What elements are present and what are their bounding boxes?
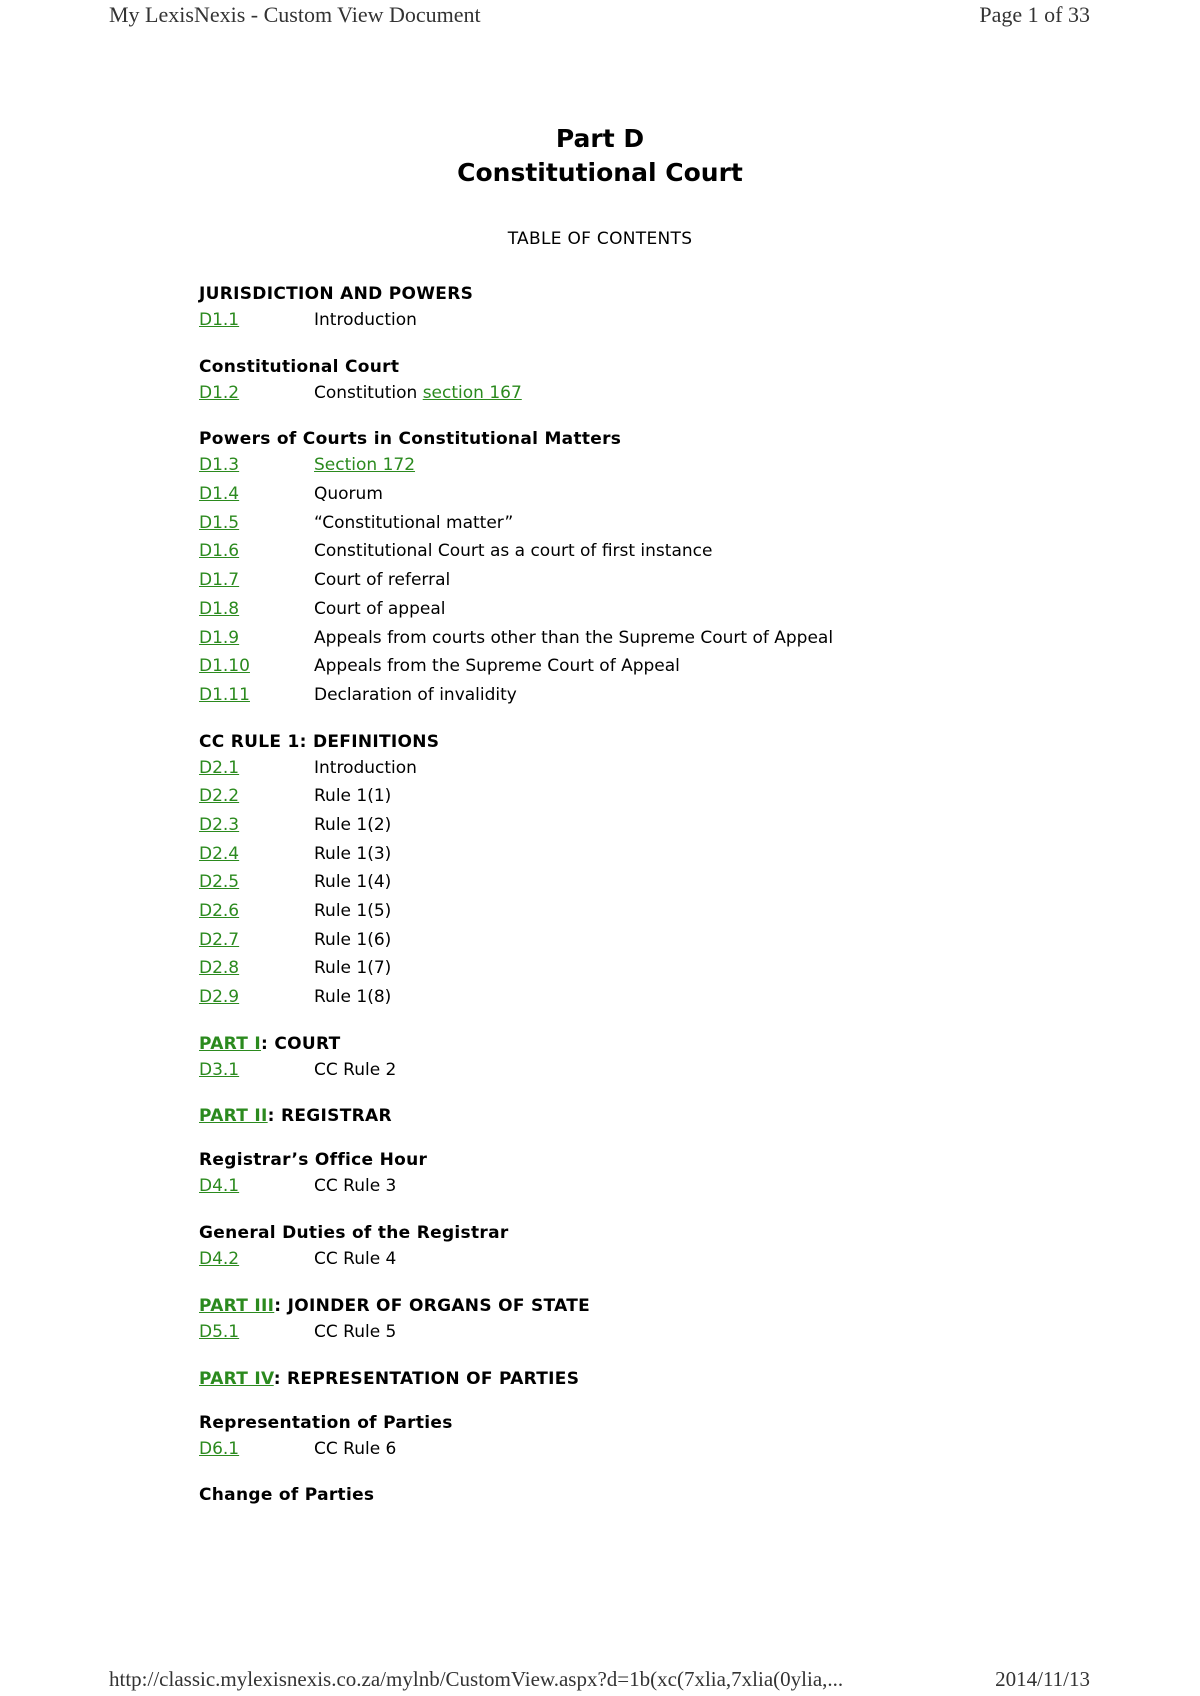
toc-row bbox=[199, 566, 1099, 595]
section-title-text: General Duties of the Registrar bbox=[199, 1223, 509, 1244]
section-title-text: Constitutional Court bbox=[199, 356, 400, 377]
section-title-text: Representation of Parties bbox=[199, 1412, 453, 1433]
toc-code-link[interactable]: D6.1 bbox=[199, 1438, 240, 1459]
toc-heading: TABLE OF CONTENTS bbox=[507, 229, 693, 249]
toc-code-link[interactable]: D2.7 bbox=[199, 929, 240, 950]
toc-description: CC Rule 5 bbox=[314, 1321, 397, 1342]
toc-row bbox=[199, 1172, 1099, 1201]
toc-code-link[interactable]: D4.1 bbox=[199, 1176, 240, 1197]
toc-row bbox=[199, 1435, 1099, 1464]
toc-code-link[interactable]: D2.1 bbox=[199, 757, 240, 778]
toc-code-link[interactable]: D2.8 bbox=[199, 958, 240, 979]
section-title-text: : JOINDER OF ORGANS OF STATE bbox=[274, 1295, 591, 1316]
toc-description: Court of referral bbox=[314, 570, 451, 591]
toc-description: Court of appeal bbox=[314, 598, 446, 619]
toc-description: Rule 1(6) bbox=[314, 929, 392, 950]
toc-section bbox=[199, 1032, 1099, 1085]
toc-row bbox=[199, 537, 1099, 566]
toc-section bbox=[199, 730, 1099, 1012]
part-link[interactable]: PART II bbox=[199, 1106, 268, 1127]
toc-section bbox=[199, 427, 1099, 709]
page-title bbox=[0, 122, 1200, 190]
toc-description: Introduction bbox=[314, 310, 417, 330]
toc-code-link[interactable]: D1.5 bbox=[199, 512, 240, 533]
page-title-part: Part D bbox=[555, 124, 645, 153]
section-title-text: CC RULE 1: DEFINITIONS bbox=[199, 731, 440, 752]
toc-code-link[interactable]: D1.3 bbox=[199, 455, 240, 476]
page-title-court: Constitutional Court bbox=[457, 158, 743, 187]
toc-row bbox=[199, 897, 1099, 926]
toc-row bbox=[199, 379, 1099, 408]
toc-section-title bbox=[199, 355, 1099, 379]
toc-description: Rule 1(8) bbox=[314, 987, 392, 1008]
toc-section-title bbox=[199, 1032, 1099, 1056]
toc-code-link[interactable]: D1.10 bbox=[199, 656, 250, 677]
toc-row bbox=[199, 811, 1099, 840]
toc-row bbox=[199, 306, 1099, 335]
toc-code-link[interactable]: D1.4 bbox=[199, 484, 240, 505]
toc-code-link[interactable]: D1.2 bbox=[199, 382, 240, 403]
toc-section-title bbox=[199, 282, 1099, 306]
toc-row bbox=[199, 1245, 1099, 1274]
toc-section bbox=[199, 1367, 1099, 1391]
toc-code-link[interactable]: D1.9 bbox=[199, 627, 240, 648]
toc-section bbox=[199, 355, 1099, 408]
toc-description: Appeals from the Supreme Court of Appeal bbox=[314, 656, 680, 677]
toc-code-link[interactable]: D4.2 bbox=[199, 1249, 240, 1270]
toc-row bbox=[199, 1318, 1099, 1347]
section-title-text: Powers of Courts in Constitutional Matters bbox=[199, 429, 622, 450]
toc-description: Declaration of invalidity bbox=[314, 684, 517, 705]
toc-description: Rule 1(5) bbox=[314, 901, 392, 921]
toc-code-link[interactable]: D1.7 bbox=[199, 570, 240, 591]
toc-row bbox=[199, 1056, 1099, 1085]
section-reference-link[interactable]: section 167 bbox=[422, 382, 522, 403]
toc-row bbox=[199, 954, 1099, 983]
toc-description: Rule 1(4) bbox=[314, 872, 392, 893]
section-title-text: : REPRESENTATION OF PARTIES bbox=[273, 1368, 580, 1389]
toc-code-link[interactable]: D2.2 bbox=[199, 786, 240, 807]
toc-description: Rule 1(2) bbox=[314, 814, 392, 835]
toc-row bbox=[199, 624, 1099, 653]
document-header-title: My LexisNexis - Custom View Document bbox=[109, 2, 481, 27]
toc-description: Rule 1(7) bbox=[314, 958, 392, 979]
page-indicator: Page 1 of 33 bbox=[979, 2, 1090, 27]
toc-code-link[interactable]: D5.1 bbox=[199, 1321, 240, 1342]
toc-code-link[interactable]: D2.5 bbox=[199, 872, 240, 893]
toc-section bbox=[199, 1148, 1099, 1201]
toc-description: Appeals from courts other than the Supreme Court of Appeal bbox=[314, 627, 834, 648]
toc-section-title bbox=[199, 1221, 1099, 1245]
toc-section bbox=[199, 282, 1099, 335]
toc-description: Rule 1(3) bbox=[314, 843, 392, 864]
toc-section-title bbox=[199, 427, 1099, 451]
toc-row bbox=[199, 509, 1099, 538]
toc-section-title bbox=[199, 1104, 1099, 1128]
toc-section-title bbox=[199, 1148, 1099, 1172]
section-title-text: : COURT bbox=[261, 1033, 341, 1054]
toc-description: CC Rule 4 bbox=[314, 1249, 397, 1270]
toc-description: Constitutional Court as a court of first instance bbox=[314, 541, 713, 562]
section-title-text: Change of Parties bbox=[199, 1485, 375, 1506]
toc-section-title bbox=[199, 1294, 1099, 1318]
toc-section bbox=[199, 1221, 1099, 1274]
toc-description: Introduction bbox=[314, 757, 417, 778]
part-link[interactable]: PART IV bbox=[199, 1368, 274, 1389]
part-link[interactable]: PART I bbox=[199, 1033, 262, 1054]
toc-description bbox=[314, 379, 522, 408]
toc-description: Quorum bbox=[314, 484, 383, 505]
toc-code-link[interactable]: D2.3 bbox=[199, 814, 240, 835]
section-title-text: JURISDICTION AND POWERS bbox=[199, 284, 474, 304]
toc-code-link[interactable]: D1.6 bbox=[199, 541, 240, 562]
toc-row bbox=[199, 451, 1099, 480]
toc-row bbox=[199, 480, 1099, 509]
toc-row bbox=[199, 595, 1099, 624]
toc-description: “Constitutional matter” bbox=[314, 512, 514, 533]
section-reference-link[interactable]: Section 172 bbox=[314, 455, 416, 476]
table-of-contents bbox=[199, 282, 1099, 1527]
toc-row bbox=[199, 681, 1099, 710]
toc-row bbox=[199, 754, 1099, 783]
toc-description-text: Constitution bbox=[314, 382, 423, 403]
toc-section bbox=[199, 1411, 1099, 1464]
toc-section-title bbox=[199, 730, 1099, 754]
toc-code-link[interactable]: D2.4 bbox=[199, 843, 240, 864]
footer-date: 2014/11/13 bbox=[995, 1667, 1090, 1691]
toc-code-link[interactable]: D1.8 bbox=[199, 598, 240, 619]
toc-description: Rule 1(1) bbox=[314, 786, 392, 807]
toc-row bbox=[199, 652, 1099, 681]
toc-section bbox=[199, 1294, 1099, 1347]
part-link[interactable]: PART III bbox=[199, 1295, 275, 1316]
toc-section-title bbox=[199, 1411, 1099, 1435]
toc-code-link[interactable]: D3.1 bbox=[199, 1059, 240, 1080]
section-title-text: : REGISTRAR bbox=[267, 1106, 392, 1127]
toc-code-link[interactable]: D1.11 bbox=[199, 684, 250, 705]
toc-section-title bbox=[199, 1483, 1099, 1507]
toc-code-link[interactable]: D2.6 bbox=[199, 901, 240, 921]
footer-url: http://classic.mylexisnexis.co.za/mylnb/CustomView.aspx?d=1b(xc(7xlia,7xlia(0ylia,... bbox=[109, 1667, 844, 1691]
toc-section-title bbox=[199, 1367, 1099, 1391]
toc-section bbox=[199, 1483, 1099, 1507]
toc-row bbox=[199, 840, 1099, 869]
section-title-text: Registrar’s Office Hour bbox=[199, 1150, 428, 1171]
toc-section bbox=[199, 1104, 1099, 1128]
toc-row bbox=[199, 983, 1099, 1012]
toc-description: CC Rule 3 bbox=[314, 1176, 397, 1197]
toc-code-link[interactable]: D1.1 bbox=[199, 310, 240, 330]
toc-description: CC Rule 2 bbox=[314, 1059, 397, 1080]
toc-row bbox=[199, 926, 1099, 955]
toc-description bbox=[314, 451, 415, 480]
toc-description: CC Rule 6 bbox=[314, 1438, 397, 1459]
toc-row bbox=[199, 782, 1099, 811]
toc-code-link[interactable]: D2.9 bbox=[199, 987, 240, 1008]
toc-row bbox=[199, 868, 1099, 897]
